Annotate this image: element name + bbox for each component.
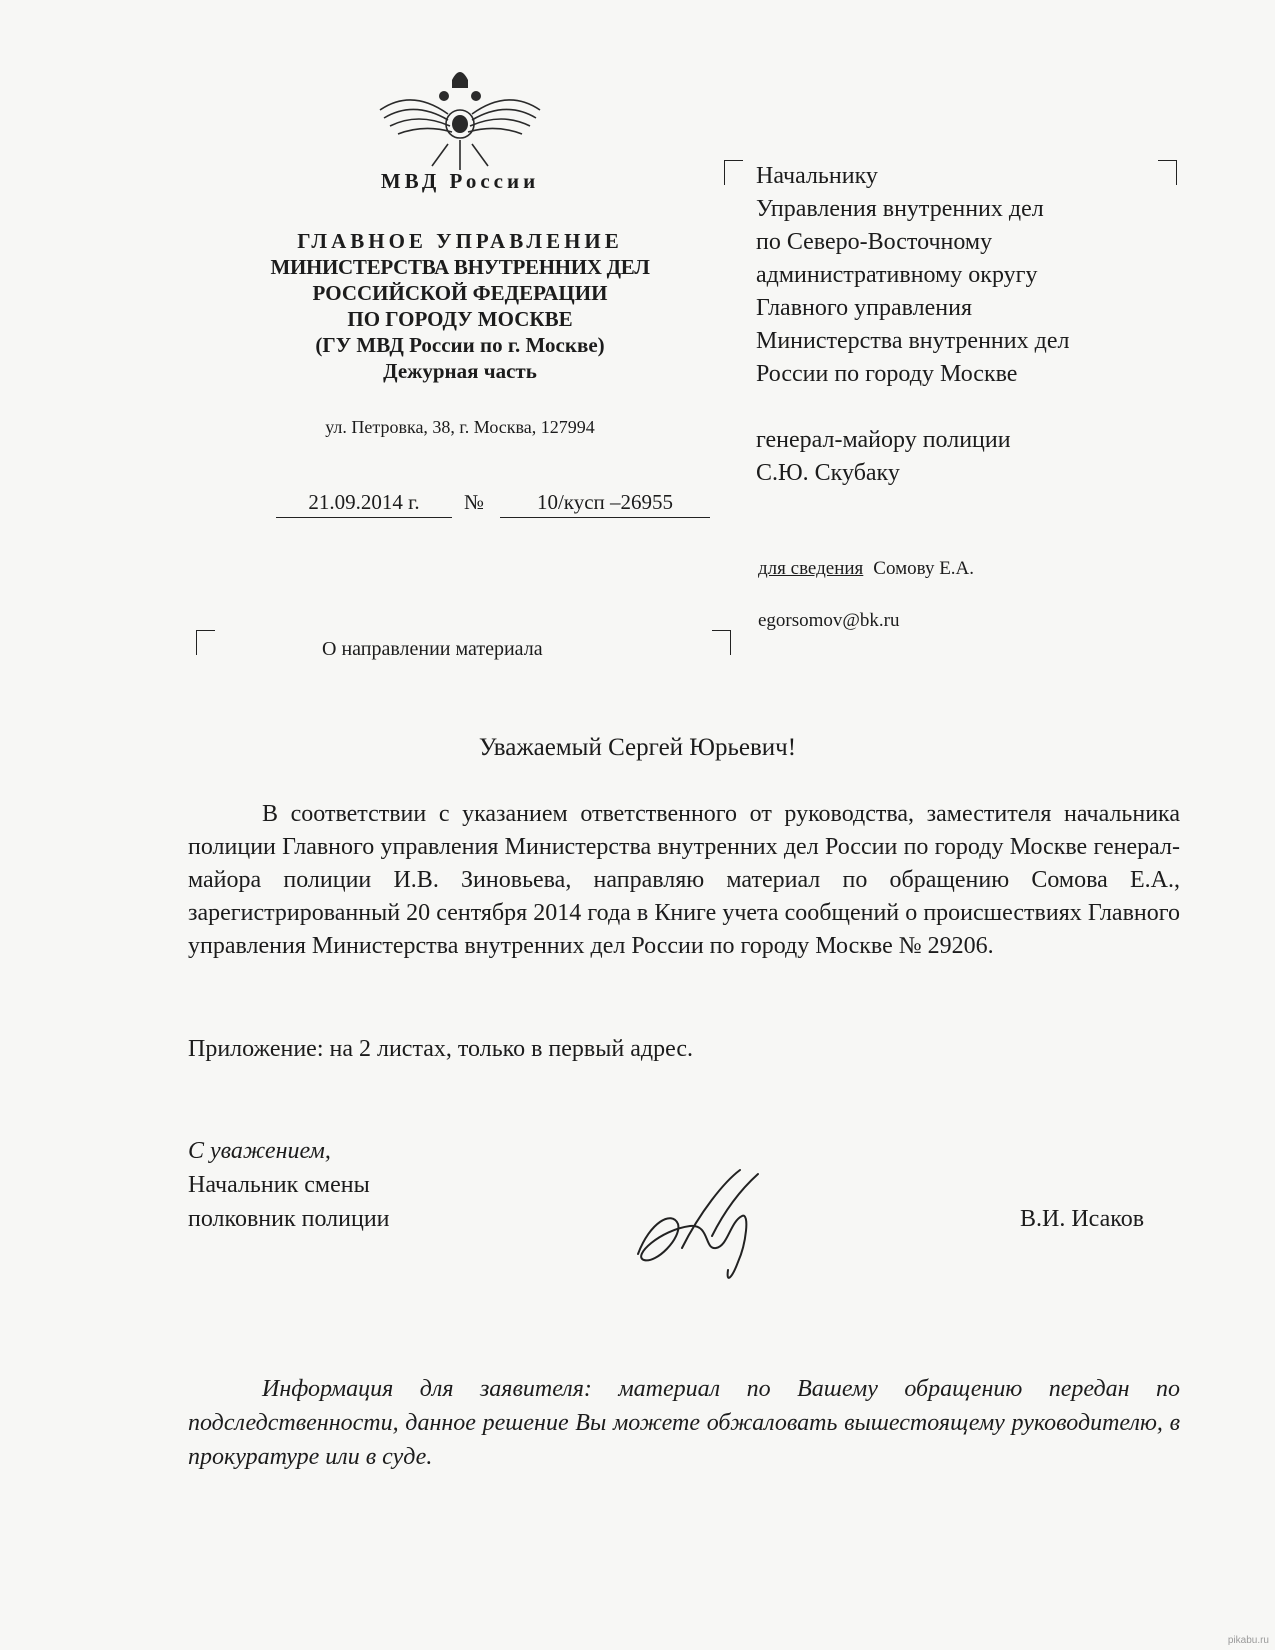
department-address: ул. Петровка, 38, г. Москва, 127994 — [325, 417, 595, 437]
department-line: МИНИСТЕРСТВА ВНУТРЕННИХ ДЕЛ — [270, 255, 650, 279]
registration-number-sign: № — [464, 490, 485, 514]
greeting: Уважаемый Сергей Юрьевич! — [478, 734, 797, 761]
recipient-line: Министерства внутренних дел — [756, 328, 1070, 354]
department-block — [180, 228, 740, 384]
copy-to-email: egorsomov@bk.ru — [758, 610, 900, 631]
recipient-line: Начальнику — [756, 163, 878, 189]
recipient-line: России по городу Москве — [756, 361, 1018, 387]
recipient-name: С.Ю. Скубаку — [756, 460, 900, 486]
department-line: (ГУ МВД России по г. Москве) — [315, 333, 605, 357]
handwritten-signature — [620, 1152, 790, 1292]
ministry-name: МВД России — [380, 169, 540, 193]
recipient-line: Главного управления — [756, 295, 972, 321]
subject-corner-left — [196, 630, 215, 655]
copy-to-label: для сведения — [758, 558, 864, 579]
attachment-note: Приложение: на 2 листах, только в первый адрес. — [188, 1036, 693, 1062]
double-headed-eagle-emblem — [372, 58, 548, 176]
closing-regards: С уважением, — [188, 1138, 331, 1164]
recipient-rank: генерал-майору полиции — [756, 427, 1011, 453]
recipient-block — [756, 160, 1176, 490]
applicant-info-note: Информация для заявителя: материал по Вашему обращению передан по подследственности, данное решение Вы можете обжаловать вышестоящему руководителю, в прокуратуре или в суде. — [188, 1376, 1180, 1470]
recipient-line: административному округу — [756, 262, 1038, 288]
recipient-line: по Северо-Восточному — [756, 229, 993, 255]
copy-to-name: Сомову Е.А. — [873, 558, 975, 579]
department-line: Дежурная часть — [383, 359, 537, 383]
recipient-corner-left — [724, 160, 743, 185]
department-line: ПО ГОРОДУ МОСКВЕ — [347, 307, 573, 331]
registration-date: 21.09.2014 г. — [276, 490, 452, 518]
letter-body: В соответствии с указанием ответственного от руководства, заместителя начальника полиции Главного управления Министерства внутренних дел России по городу Москве генерал-майора полиции И.В. Зиновьева, направляю материал по обращению Сомова Е.А., зарегистрированный 20 сентября 2014 года в Книге учета сообщений о происшествиях Главного управления Министерства внутренних дел России по городу Москве № 29206. — [188, 801, 1180, 959]
watermark: pikabu.ru — [1227, 1635, 1269, 1646]
recipient-gap — [756, 391, 1176, 424]
department-line: ГЛАВНОЕ УПРАВЛЕНИЕ — [297, 229, 623, 253]
closing-block — [188, 1134, 390, 1236]
recipient-line: Управления внутренних дел — [756, 196, 1044, 222]
closing-rank: полковник полиции — [188, 1206, 390, 1232]
signer-name: В.И. Исаков — [1020, 1206, 1145, 1232]
department-line: РОССИЙСКОЙ ФЕДЕРАЦИИ — [312, 281, 608, 305]
letter-subject: О направлении материала — [322, 638, 543, 660]
copy-to-line — [758, 558, 974, 580]
subject-corner-right — [712, 630, 731, 655]
closing-position: Начальник смены — [188, 1172, 370, 1198]
registration-number: 10/кусп –26955 — [500, 490, 710, 518]
